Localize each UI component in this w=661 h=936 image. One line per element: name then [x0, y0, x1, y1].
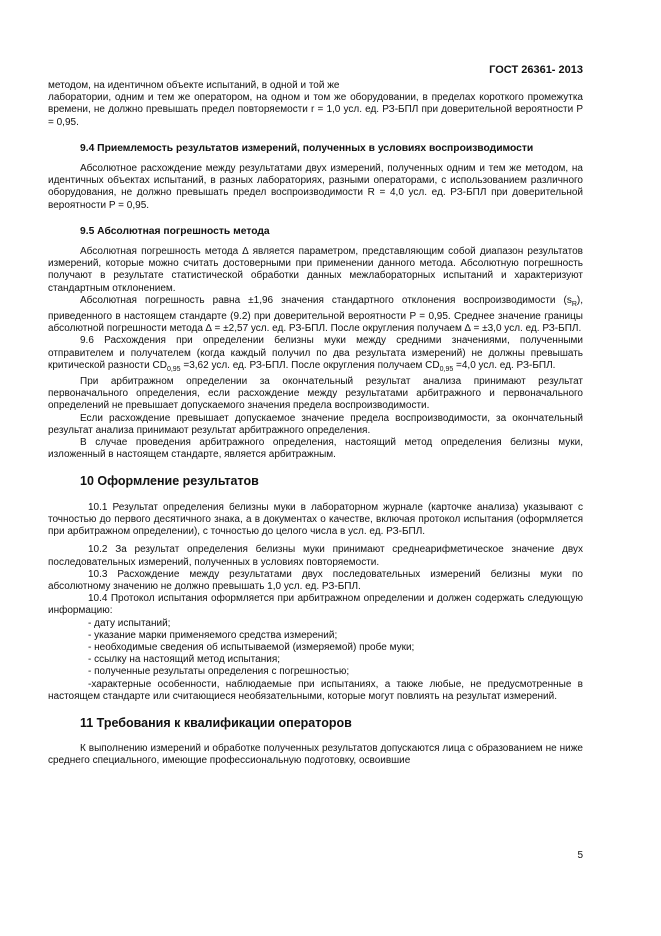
- paragraph: [48, 335, 583, 376]
- paragraph: 10.1 Результат определения белизны муки в лабораторном журнале (карточке анализа) указывают с точностью до первого десятичного знака, а в документах о качестве, включая протокол испытания (оформляется при арбитражном определении), с точностью до целого числа в усл. ед. РЗ-БПЛ.: [48, 501, 583, 538]
- paragraph: Абсолютное расхождение между результатами двух измерений, полученных одним и тем же методом, на идентичных объектах испытаний, в разных лабораториях, разными операторами, с использованием различного оборудования, не должно превышать предел воспроизводимости R = 4,0 усл. ед. РЗ-БПЛ при доверительной вероятности P = 0,95.: [48, 163, 583, 211]
- paragraph: -характерные особенности, наблюдаемые при испытаниях, а также любые, не предусмотренные в настоящем стандарте или считающиеся необязательными, которые могут повлиять на результат измерений.: [48, 678, 583, 702]
- list-item: - дату испытаний;: [88, 617, 171, 629]
- document-page: [48, 0, 583, 936]
- standard-header: ГОСТ 26361- 2013: [489, 64, 583, 76]
- document-body: [48, 80, 583, 768]
- paragraph: [48, 295, 583, 336]
- page-number: 5: [577, 850, 583, 861]
- section-heading-10: 10 Оформление результатов: [80, 474, 259, 489]
- paragraph: лаборатории, одним и тем же оператором, на одном и том же оборудовании, в пределах короткого промежутка времени, не должно превышать предел повторяемости r = 1,0 усл. ед. РЗ-БПЛ при доверительной вероятности P = 0,95.: [48, 92, 583, 128]
- list-item: - полученные результаты определения с погрешностью;: [88, 666, 350, 678]
- list-item: - указание марки применяемого средства измерений;: [88, 629, 338, 641]
- section-heading-9-4: 9.4 Приемлемость результатов измерений, полученных в условиях воспроизводимости: [80, 142, 534, 154]
- paragraph: В случае проведения арбитражного определения, настоящий метод определения белизны муки, изложенный в настоящем стандарте, является арбитражным.: [48, 437, 583, 461]
- info-list: [48, 618, 583, 679]
- paragraph: Абсолютная погрешность метода ∆ является параметром, представляющим собой диапазон результатов измерений, которые можно считать достоверными при применении данного метода. Абсолютную погрешность получают в результате статистической обработки данных межлабораторных испытаний и характеризуют стандартным отклонением.: [48, 246, 583, 294]
- paragraph: 10.3 Расхождение между результатами двух последовательных измерений белизны муки по абсолютному значению не должно превышать 1,0 усл. ед. РЗ-БПЛ.: [48, 568, 583, 592]
- subscript: 0,95: [166, 365, 181, 373]
- text-run: ), приведенного в настоящем стандарте (9.2) при доверительной вероятности P = 0,95. Среднее значение границы абсолютной погрешности метода ∆ = ±2,57 усл. ед. РЗ-БПЛ. После округления получаем ∆ = ±3,0 усл. ед. РЗ-БПЛ.: [48, 294, 583, 335]
- paragraph: Если расхождение превышает допускаемое значение предела воспроизводимости, за окончательный результат анализа принимают результат арбитражного определения.: [48, 412, 583, 436]
- list-item: - необходимые сведения об испытываемой (измеряемой) пробе муки;: [88, 641, 415, 653]
- paragraph: 10.4 Протокол испытания оформляется при арбитражном определении и должен содержать следующую информацию:: [48, 593, 583, 617]
- text-run: 9.6 Расхождения при определении белизны муки между средними значениями, полученными отправителем и получателем (когда каждый получил по два результата измерений) не должны превышать критической разности CD: [48, 335, 583, 371]
- text-run: =4,0 усл. ед. РЗ-БПЛ.: [453, 359, 556, 371]
- paragraph: методом, на идентичном объекте испытаний, в одной и той же: [48, 80, 340, 91]
- subscript: R: [571, 300, 577, 308]
- section-heading-9-5: 9.5 Абсолютная погрешность метода: [80, 225, 270, 237]
- paragraph: 10.2 За результат определения белизны муки принимают среднеарифметическое значение двух последовательных измерений, полученных в условиях повторяемости.: [48, 544, 583, 568]
- subscript: 0,95: [439, 365, 454, 373]
- section-heading-11: 11 Требования к квалификации операторов: [80, 715, 352, 730]
- paragraph: При арбитражном определении за окончательный результат анализа принимают результат первоначального определения, если расхождение между результатами арбитражного и первоначального определений не превышает допускаемого значения предела воспроизводимости.: [48, 376, 583, 412]
- text-run: =3,62 усл. ед. РЗ-БПЛ. После округления получаем CD: [180, 359, 440, 371]
- text-run: Абсолютная погрешность равна ±1,96 значения стандартного отклонения воспроизводимости (s: [80, 294, 572, 306]
- list-item: - ссылку на настоящий метод испытания;: [88, 654, 281, 666]
- paragraph: К выполнению измерений и обработке полученных результатов допускаются лица с образованием не ниже среднего специального, имеющие профессиональную подготовку, освоившие: [48, 743, 583, 767]
